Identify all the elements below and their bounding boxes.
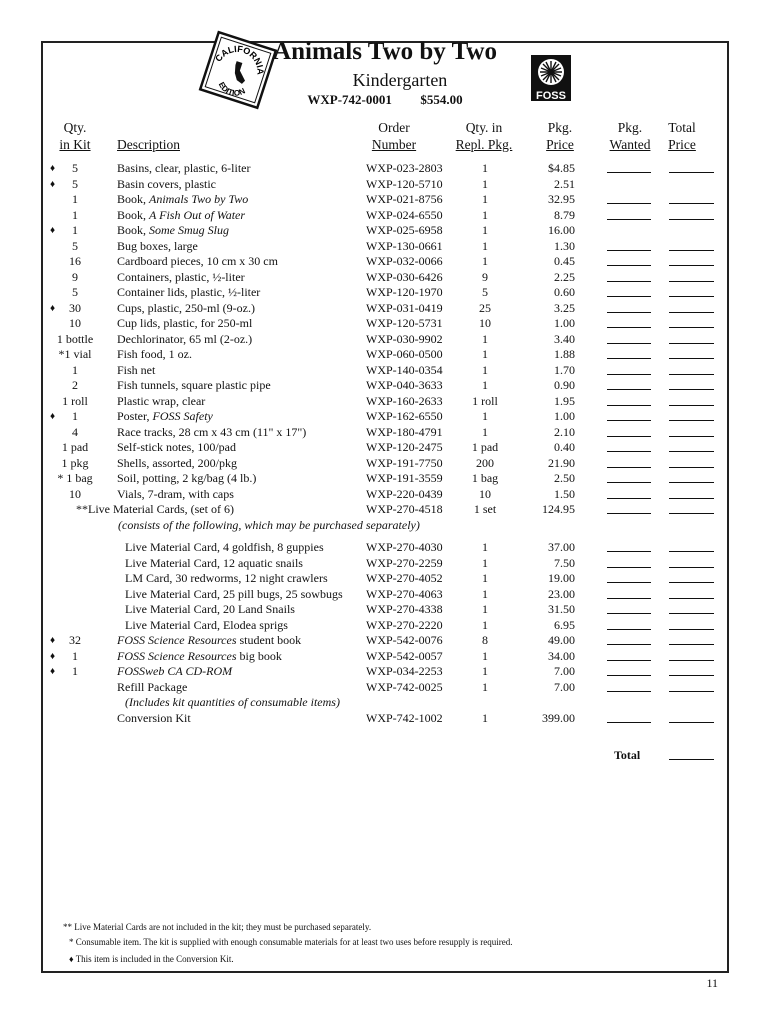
pkg-price: 399.00 [542, 710, 575, 725]
diamond-icon: ♦ [50, 163, 56, 174]
pkg-wanted-blank[interactable] [607, 425, 651, 437]
total-price-blank[interactable] [669, 664, 714, 676]
item-description: Race tracks, 28 cm x 43 cm (11" x 17") [117, 424, 307, 439]
item-description: **Live Material Cards, (set of 6) [76, 502, 234, 516]
qty-in-kit: 16 [69, 254, 81, 268]
pkg-price: 19.00 [548, 571, 575, 585]
pkg-price: 37.00 [548, 540, 575, 554]
pkg-wanted-blank[interactable] [607, 270, 651, 282]
order-number: WXP-270-4030 [366, 540, 443, 554]
pkg-wanted-blank[interactable] [607, 680, 651, 692]
pkg-wanted-blank[interactable] [607, 208, 651, 220]
order-number: WXP-270-4052 [366, 571, 443, 585]
total-price-blank[interactable] [669, 425, 714, 437]
pkg-wanted-blank[interactable] [607, 649, 651, 661]
qty-repl-pkg: 1 [482, 571, 488, 585]
page-number: 11 [706, 976, 718, 990]
qty-repl-pkg: 1 [482, 238, 488, 253]
qty-in-kit: 4 [72, 424, 78, 439]
total-price-blank[interactable] [669, 487, 714, 499]
pkg-price: 3.40 [554, 331, 575, 346]
pkg-price: 2.51 [554, 176, 575, 191]
total-price-blank[interactable] [669, 363, 714, 375]
table-row [0, 285, 770, 300]
table-row [0, 223, 770, 238]
order-number: WXP-030-6426 [366, 269, 443, 284]
pkg-wanted-blank[interactable] [607, 540, 651, 552]
qty-in-kit: 5 [72, 238, 78, 253]
qty-repl-pkg: 8 [482, 633, 488, 647]
col-header-price: Pkg. Price [546, 120, 574, 152]
qty-repl-pkg: 1 [482, 586, 488, 601]
qty-repl-pkg: 5 [482, 285, 488, 299]
item-description: Book, Animals Two by Two [117, 192, 249, 206]
diamond-icon: ♦ [50, 178, 56, 190]
total-price-blank[interactable] [669, 456, 714, 468]
total-price-blank[interactable] [669, 633, 714, 645]
col-header-total: Total Price [668, 120, 696, 152]
total-price-blank[interactable] [669, 378, 714, 390]
table-row [0, 456, 770, 471]
pkg-price: 6.95 [554, 617, 575, 632]
qty-in-kit: 9 [72, 269, 78, 284]
table-row [0, 695, 770, 710]
pkg-price: 0.90 [554, 378, 575, 392]
table-row [0, 711, 770, 726]
qty-in-kit: 10 [69, 316, 81, 330]
total-price-blank[interactable] [669, 161, 714, 173]
item-description: Shells, assorted, 200/pkg [117, 455, 237, 470]
pkg-wanted-blank[interactable] [607, 471, 651, 483]
diamond-icon: ♦ [50, 225, 56, 236]
pkg-wanted-blank[interactable] [607, 633, 651, 645]
item-description: Live Material Card, Elodea sprigs [125, 617, 288, 632]
item-description: Cup lids, plastic, for 250-ml [117, 316, 253, 330]
table-row [0, 394, 770, 409]
qty-in-kit: 2 [72, 378, 78, 392]
item-description: Basins, clear, plastic, 6-liter [117, 161, 251, 175]
qty-repl-pkg: 1 roll [472, 393, 498, 408]
qty-repl-pkg: 200 [476, 455, 494, 470]
order-number: WXP-060-0500 [366, 347, 443, 361]
qty-repl-pkg: 1 [482, 331, 488, 346]
pkg-wanted-blank[interactable] [607, 502, 651, 514]
total-price-blank[interactable] [669, 556, 714, 568]
pkg-wanted-blank[interactable] [607, 347, 651, 359]
total-price-blank[interactable] [669, 711, 714, 723]
pkg-price: 1.00 [554, 316, 575, 330]
svg-text:FOSS: FOSS [536, 90, 566, 102]
table-row [0, 363, 770, 378]
order-number: WXP-160-2633 [366, 393, 443, 408]
item-description: (Includes kit quantities of consumable items) [125, 695, 340, 709]
qty-in-kit: 1 roll [62, 393, 88, 408]
item-description: Basin covers, plastic [117, 176, 216, 191]
col-header-qty: Qty. in Kit [59, 120, 91, 152]
table-row [0, 664, 770, 679]
total-price-blank[interactable] [669, 471, 714, 483]
col-header-description: Description [117, 137, 180, 152]
pkg-wanted-blank[interactable] [607, 456, 651, 468]
total-price-blank[interactable] [669, 587, 714, 599]
qty-repl-pkg: 1 [482, 161, 488, 175]
pkg-price: $4.85 [548, 161, 575, 175]
pkg-wanted-blank[interactable] [607, 301, 651, 313]
item-description: Refill Package [117, 679, 188, 694]
item-description: Cardboard pieces, 10 cm x 30 cm [117, 254, 278, 268]
qty-repl-pkg: 1 [482, 679, 488, 694]
item-description: LM Card, 30 redworms, 12 night crawlers [125, 571, 328, 585]
grade-level: Kindergarten [352, 70, 448, 90]
qty-in-kit: 30 [69, 300, 81, 315]
table-row [0, 649, 770, 664]
table-row [0, 487, 770, 502]
item-description: Live Material Card, 4 goldfish, 8 guppies [125, 540, 324, 554]
qty-repl-pkg: 1 [482, 192, 488, 206]
qty-in-kit: 5 [72, 176, 78, 191]
qty-repl-pkg: 1 set [473, 502, 497, 516]
pkg-price: 7.00 [554, 664, 575, 678]
pkg-price: 1.70 [554, 362, 575, 377]
item-description: FOSSweb CA CD-ROM [117, 664, 233, 678]
table-row [0, 425, 770, 440]
item-description: Conversion Kit [117, 710, 191, 725]
kit-code: WXP-742-0001 [307, 92, 392, 107]
col-header-wanted: Pkg. Wanted [609, 120, 651, 152]
pkg-wanted-blank[interactable] [607, 332, 651, 344]
item-description: Book, A Fish Out of Water [117, 207, 246, 222]
pkg-price: 23.00 [548, 586, 575, 601]
item-description: Live Material Card, 20 Land Snails [125, 602, 295, 616]
pkg-wanted-blank[interactable] [607, 587, 651, 599]
order-number: WXP-270-4518 [366, 502, 443, 516]
kit-price: $554.00 [420, 92, 463, 107]
qty-repl-pkg: 1 [482, 617, 488, 632]
table-row [0, 440, 770, 455]
table-row [0, 254, 770, 269]
total-price-blank[interactable] [669, 440, 714, 452]
order-number: WXP-742-0025 [366, 679, 443, 694]
pkg-price: 49.00 [548, 633, 575, 647]
item-description: FOSS Science Resources student book [117, 633, 302, 647]
qty-repl-pkg: 1 [482, 648, 488, 663]
qty-repl-pkg: 1 pad [471, 440, 499, 454]
pkg-wanted-blank[interactable] [607, 618, 651, 630]
pkg-wanted-blank[interactable] [607, 316, 651, 328]
qty-repl-pkg: 1 [482, 664, 488, 678]
order-number: WXP-024-6550 [366, 207, 443, 222]
qty-repl-pkg: 1 [482, 555, 488, 570]
pkg-wanted-blank[interactable] [607, 363, 651, 375]
table-row [0, 587, 770, 602]
qty-in-kit: 10 [69, 486, 81, 501]
qty-repl-pkg: 1 bag [471, 471, 499, 485]
item-description: Poster, FOSS Safety [117, 409, 213, 423]
table-row [0, 208, 770, 223]
kit-code-line [0, 92, 770, 108]
diamond-icon: ♦ [50, 411, 56, 422]
pkg-price: 0.40 [554, 440, 575, 454]
pkg-price: 1.50 [554, 486, 575, 501]
svg-text:EDITION: EDITION [216, 80, 247, 98]
order-number: WXP-542-0057 [366, 648, 443, 663]
qty-in-kit: 1 [72, 648, 78, 663]
diamond-icon: ♦ [69, 954, 74, 964]
order-number: WXP-742-1002 [366, 710, 443, 725]
table-row [0, 270, 770, 285]
order-number: WXP-120-2475 [366, 440, 443, 454]
qty-repl-pkg: 1 [482, 409, 488, 423]
total-price-blank[interactable] [669, 347, 714, 359]
table-row [0, 556, 770, 571]
pkg-wanted-blank[interactable] [607, 378, 651, 390]
total-price-blank[interactable] [669, 208, 714, 220]
order-number: WXP-021-8756 [366, 192, 443, 206]
order-number: WXP-040-3633 [366, 378, 443, 392]
order-number: WXP-032-0066 [366, 254, 443, 268]
pkg-price: 2.25 [554, 269, 575, 284]
diamond-icon: ♦ [50, 635, 56, 646]
pkg-price: 16.00 [548, 223, 575, 237]
total-price-blank[interactable] [669, 502, 714, 514]
diamond-icon: ♦ [50, 666, 56, 677]
table-row [0, 316, 770, 331]
order-number: WXP-191-7750 [366, 455, 443, 470]
total-price-blank[interactable] [669, 239, 714, 251]
qty-repl-pkg: 1 [482, 176, 488, 191]
order-number: WXP-120-5710 [366, 176, 443, 191]
qty-in-kit: 1 [72, 664, 78, 678]
qty-repl-pkg: 1 [482, 347, 488, 361]
order-number: WXP-270-4063 [366, 586, 443, 601]
qty-in-kit: 1 [72, 223, 78, 237]
total-price-blank[interactable] [669, 332, 714, 344]
page-title: Animals Two by Two [273, 38, 497, 65]
item-description: Plastic wrap, clear [117, 393, 206, 408]
total-price-blank[interactable] [669, 394, 714, 406]
order-number: WXP-162-6550 [366, 409, 443, 423]
order-number: WXP-220-0439 [366, 486, 443, 501]
order-number: WXP-034-2253 [366, 664, 443, 678]
pkg-wanted-blank[interactable] [607, 161, 651, 173]
order-number: WXP-270-4338 [366, 602, 443, 616]
pkg-price: 7.00 [554, 679, 575, 694]
total-price-blank[interactable] [669, 680, 714, 692]
total-price-blank[interactable] [669, 285, 714, 297]
pkg-price: 1.95 [554, 393, 575, 408]
pkg-wanted-blank[interactable] [607, 440, 651, 452]
item-description: FOSS Science Resources big book [117, 648, 282, 663]
item-description: Fish food, 1 oz. [117, 347, 192, 361]
qty-in-kit: 1 pkg [61, 455, 89, 470]
pkg-wanted-blank[interactable] [607, 192, 651, 204]
table-row [0, 192, 770, 207]
pkg-price: 2.10 [554, 424, 575, 439]
order-number: WXP-270-2220 [366, 617, 443, 632]
col-header-repl: Qty. in Repl. Pkg. [455, 120, 513, 152]
qty-repl-pkg: 1 [482, 207, 488, 222]
table-row [0, 378, 770, 393]
item-description: Containers, plastic, ½-liter [117, 269, 245, 284]
order-number: WXP-180-4791 [366, 424, 443, 439]
pkg-wanted-blank[interactable] [607, 409, 651, 421]
qty-repl-pkg: 1 [482, 378, 488, 392]
total-price-blank[interactable] [669, 649, 714, 661]
item-description: Dechlorinator, 65 ml (2-oz.) [117, 331, 253, 346]
item-description: Live Material Card, 25 pill bugs, 25 sowbugs [125, 586, 343, 601]
qty-in-kit: 1 [72, 207, 78, 222]
footnote-conversion: ♦ This item is included in the Conversion Kit. [69, 954, 234, 964]
table-row [0, 347, 770, 362]
qty-repl-pkg: 25 [479, 300, 491, 315]
item-description: Book, Some Smug Slug [117, 223, 230, 237]
table-row [0, 540, 770, 555]
order-number: WXP-130-0661 [366, 238, 443, 253]
qty-repl-pkg: 1 [482, 362, 488, 377]
pkg-price: 34.00 [548, 648, 575, 663]
table-row [0, 602, 770, 617]
pkg-wanted-blank[interactable] [607, 571, 651, 583]
item-description: (consists of the following, which may be purchased separately) [118, 517, 420, 532]
qty-repl-pkg: 9 [482, 269, 488, 284]
item-description: Container lids, plastic, ½-liter [117, 285, 261, 299]
diamond-icon: ♦ [50, 302, 56, 314]
qty-repl-pkg: 10 [479, 486, 491, 501]
qty-repl-pkg: 1 [482, 424, 488, 439]
table-row [0, 301, 770, 316]
svg-text:CALIFORNIA: CALIFORNIA [213, 43, 266, 75]
order-number: WXP-140-0354 [366, 362, 443, 377]
qty-in-kit: * 1 bag [57, 471, 93, 485]
pkg-wanted-blank[interactable] [607, 394, 651, 406]
table-row [0, 680, 770, 695]
pkg-price: 21.90 [548, 455, 575, 470]
order-number: WXP-031-0419 [366, 300, 443, 315]
order-number: WXP-023-2803 [366, 161, 443, 175]
pkg-wanted-blank[interactable] [607, 254, 651, 266]
qty-repl-pkg: 1 [482, 710, 488, 725]
qty-in-kit: 1 [72, 192, 78, 206]
total-price-blank[interactable] [669, 192, 714, 204]
qty-repl-pkg: 1 [482, 540, 488, 554]
total-label: Total [614, 748, 641, 762]
qty-in-kit: 1 [72, 362, 78, 377]
pkg-price: 1.30 [554, 238, 575, 253]
order-number: WXP-120-1970 [366, 285, 443, 299]
qty-in-kit: 1 bottle [56, 331, 94, 346]
pkg-wanted-blank[interactable] [607, 664, 651, 676]
item-description: Live Material Card, 12 aquatic snails [125, 555, 303, 570]
item-description: Fish tunnels, square plastic pipe [117, 378, 271, 392]
qty-in-kit: 1 [72, 409, 78, 423]
pkg-wanted-blank[interactable] [607, 556, 651, 568]
table-row [0, 161, 770, 176]
total-price-blank[interactable] [669, 409, 714, 421]
pkg-price: 2.50 [554, 471, 575, 485]
table-row [0, 177, 770, 192]
table-row [0, 502, 770, 517]
order-number: WXP-025-6958 [366, 223, 443, 237]
table-row [0, 409, 770, 424]
pkg-price: 1.00 [554, 409, 575, 423]
total-price-blank[interactable] [669, 301, 714, 313]
qty-in-kit: *1 vial [58, 347, 92, 361]
table-row [0, 571, 770, 586]
item-description: Fish net [117, 362, 156, 377]
table-row [0, 471, 770, 486]
pkg-wanted-blank[interactable] [607, 239, 651, 251]
table-row [0, 518, 770, 533]
table-row [0, 239, 770, 254]
pkg-wanted-blank[interactable] [607, 711, 651, 723]
total-price-blank[interactable] [669, 270, 714, 282]
order-number: WXP-120-5731 [366, 316, 443, 330]
qty-repl-pkg: 1 [482, 602, 488, 616]
total-price-blank[interactable] [669, 618, 714, 630]
pkg-price: 8.79 [554, 207, 575, 222]
item-description: Vials, 7-dram, with caps [117, 486, 234, 501]
total-price-blank[interactable] [669, 254, 714, 266]
qty-repl-pkg: 1 [482, 254, 488, 268]
table-row [0, 332, 770, 347]
item-description: Self-stick notes, 100/pad [117, 440, 236, 454]
pkg-price: 7.50 [554, 555, 575, 570]
total-price-blank[interactable] [669, 571, 714, 583]
table-row [0, 618, 770, 633]
footnote-consumable: * Consumable item. The kit is supplied with enough consumable materials for at least two uses before resupply is required. [69, 937, 513, 947]
col-header-order: Order Number [371, 120, 417, 152]
total-price-blank[interactable] [669, 540, 714, 552]
order-number: WXP-270-2259 [366, 555, 443, 570]
total-price-blank[interactable] [669, 602, 714, 614]
pkg-price: 0.60 [554, 285, 575, 299]
order-number: WXP-542-0076 [366, 633, 443, 647]
pkg-price: 31.50 [548, 602, 575, 616]
footnote-live-material: ** Live Material Cards are not included in the kit; they must be purchased separately. [63, 922, 372, 932]
pkg-wanted-blank[interactable] [607, 602, 651, 614]
item-description: Soil, potting, 2 kg/bag (4 lb.) [117, 471, 257, 485]
qty-in-kit: 5 [72, 285, 78, 299]
order-number: WXP-030-9902 [366, 331, 443, 346]
pkg-wanted-blank[interactable] [607, 285, 651, 297]
diamond-icon: ♦ [50, 650, 56, 662]
pkg-price: 3.25 [554, 300, 575, 315]
total-blank[interactable] [669, 748, 714, 760]
qty-in-kit: 5 [72, 161, 78, 175]
pkg-wanted-blank[interactable] [607, 487, 651, 499]
qty-in-kit: 32 [69, 633, 81, 647]
pkg-price: 1.88 [554, 347, 575, 361]
qty-in-kit: 1 pad [61, 440, 89, 454]
item-description: Bug boxes, large [117, 238, 198, 253]
qty-repl-pkg: 10 [479, 316, 491, 330]
pkg-price: 0.45 [554, 254, 575, 268]
table-row [0, 633, 770, 648]
item-description: Cups, plastic, 250-ml (9-oz.) [117, 300, 255, 315]
total-price-blank[interactable] [669, 316, 714, 328]
qty-repl-pkg: 1 [482, 223, 488, 237]
pkg-price: 32.95 [548, 192, 575, 206]
pkg-price: 124.95 [542, 502, 575, 516]
order-number: WXP-191-3559 [366, 471, 443, 485]
